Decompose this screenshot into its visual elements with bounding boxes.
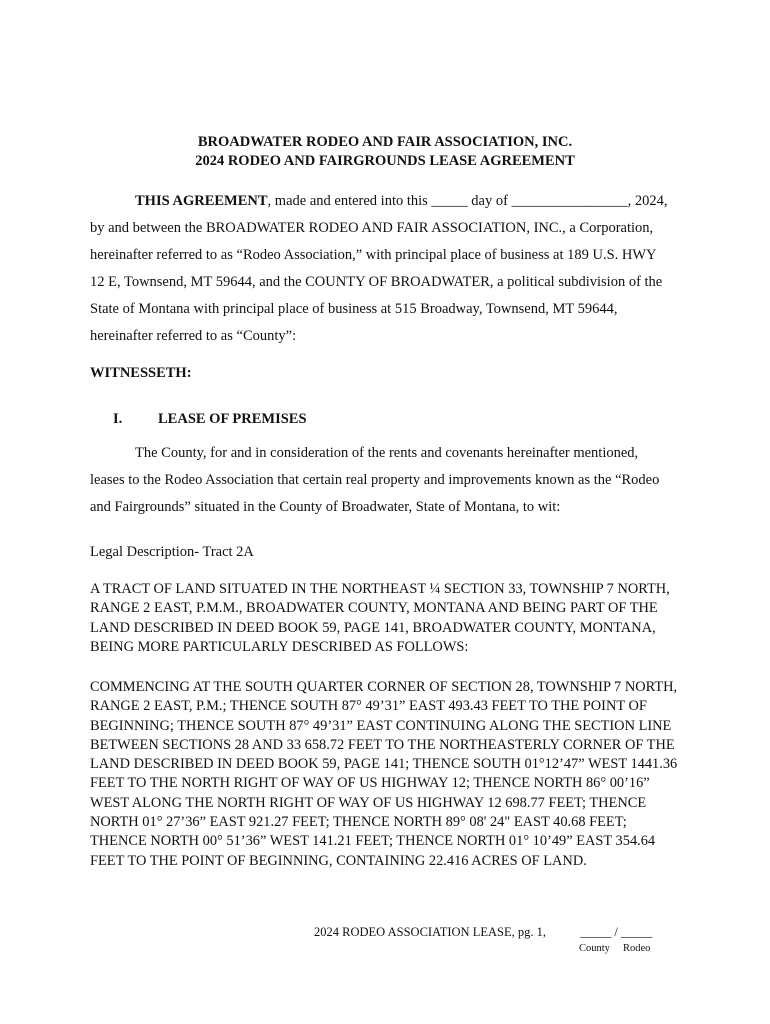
- section-title: LEASE OF PREMISES: [158, 411, 307, 427]
- section-text: The County, for and in consideration of the rents and covenants hereinafter mentioned, leases to the Rodeo Association that certain real property and improvements known as the “Rodeo and Fairgrounds” situated in the County of Broadwater, State of Montana, to wit:: [90, 445, 660, 515]
- page-footer: 2024 RODEO ASSOCIATION LEASE, pg. 1,: [314, 925, 546, 939]
- initials-label-county: County: [579, 943, 610, 954]
- legal-paragraph-1: A TRACT OF LAND SITUATED IN THE NORTHEAST ¼ SECTION 33, TOWNSHIP 7 NORTH, RANGE 2 EAST, P.M.M., BROADWATER COUNTY, MONTANA AND BEING PART OF THE LAND DESCRIBED IN DEED BOOK 59, PAGE 141, BROADWATER COUNTY, MONTANA, BEING MORE PARTICULARLY DESCRIBED AS FOLLOWS:: [90, 581, 670, 655]
- document-title-line1: BROADWATER RODEO AND FAIR ASSOCIATION, INC.: [197, 134, 573, 150]
- legal-paragraph-2: COMMENCING AT THE SOUTH QUARTER CORNER OF SECTION 28, TOWNSHIP 7 NORTH, RANGE 2 EAST, P.M.; THENCE SOUTH 87° 49’31” EAST 493.43 FEET TO THE POINT OF BEGINNING; THENCE SOUTH 87° 49’31” EAST CONTINUING ALONG THE SECTION LINE BETWEEN SECTIONS 28 AND 33 658.72 FEET TO THE NORTHEASTERLY CORNER OF THE LAND DESCRIBED IN DEED BOOK 59, PAGE 141; THENCE SOUTH 01°12’47” WEST 1441.36 FEET TO THE NORTH RIGHT OF WAY OF US HIGHWAY 12; THENCE NORTH 86° 00’16” WEST ALONG THE NORTH RIGHT OF WAY OF US HIGHWAY 12 698.77 FEET; THENCE NORTH 01° 27’36” EAST 921.27 FEET; THENCE NORTH 89° 08' 24" EAST 40.68 FEET; THENCE NORTH 00° 51’36” WEST 141.21 FEET; THENCE NORTH 01° 10’49” EAST 354.64 FEET TO THE POINT OF BEGINNING, CONTAINING 22.416 ACRES OF LAND.: [90, 679, 678, 869]
- section-paragraph: [90, 440, 668, 521]
- initials-label-rodeo: Rodeo: [623, 943, 651, 954]
- section-number: I.: [113, 411, 123, 427]
- intro-text: , made and entered into this _____ day of ________________, 2024, by and between the BROADWATER RODEO AND FAIR ASSOCIATION, INC., a Corporation, hereinafter referred to as “Rodeo Association,” with principal place of business at 189 U.S. HWY 12 E, Townsend, MT 59644, and the COUNTY OF BROADWATER, a political subdivision of the State of Montana with principal place of business at 515 Broadway, Townsend, MT 59644, hereinafter referred to as “County”:: [90, 193, 668, 344]
- intro-paragraph: [90, 188, 668, 350]
- legal-description-label: Legal Description- Tract 2A: [90, 544, 254, 560]
- initials-line: _____ / _____: [580, 925, 653, 939]
- witnesseth-heading: WITNESSETH:: [90, 365, 192, 381]
- intro-lead: THIS AGREEMENT: [135, 193, 268, 209]
- document-title-line2: 2024 RODEO AND FAIRGROUNDS LEASE AGREEMENT: [195, 153, 575, 169]
